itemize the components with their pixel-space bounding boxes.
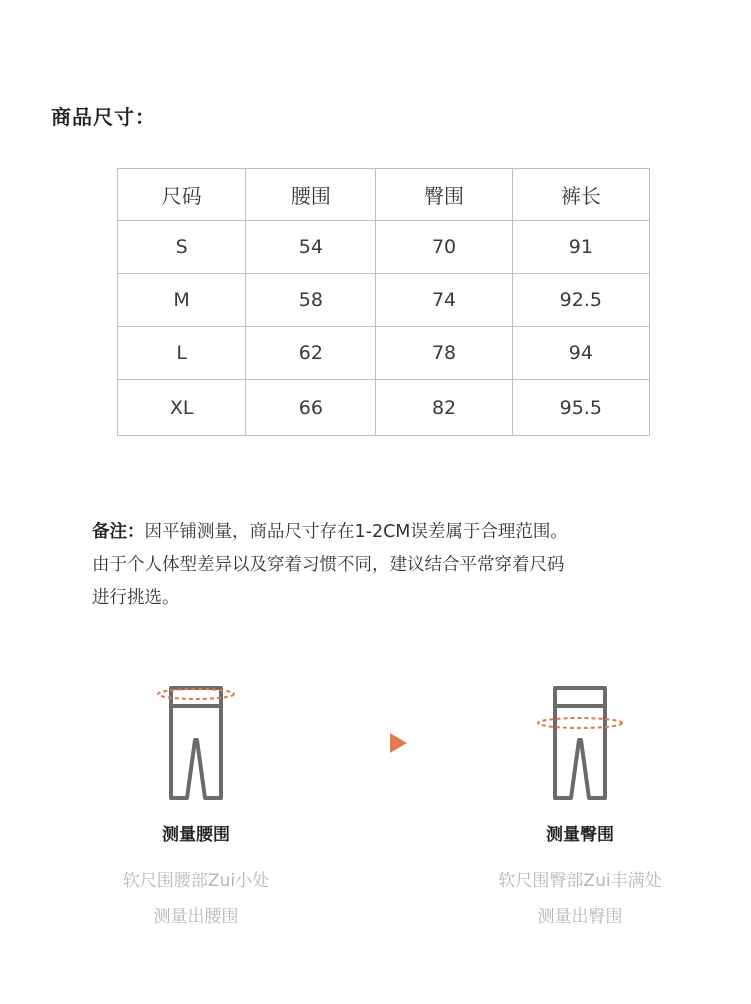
waist-measure-figure bbox=[96, 680, 296, 935]
cell-size: S bbox=[118, 221, 246, 274]
hip-desc bbox=[480, 863, 680, 935]
header-length: 裤长 bbox=[512, 169, 649, 221]
cell-length: 94 bbox=[512, 327, 649, 380]
cell-hip: 70 bbox=[376, 221, 512, 274]
cell-hip: 74 bbox=[376, 274, 512, 327]
cell-length: 92.5 bbox=[512, 274, 649, 327]
waist-desc bbox=[96, 863, 296, 935]
note-line-3: 进行挑选。 bbox=[92, 588, 180, 608]
waist-title: 测量腰围 bbox=[162, 825, 230, 845]
play-arrow-icon bbox=[390, 733, 408, 753]
cell-waist: 66 bbox=[246, 380, 376, 436]
header-hip: 臀围 bbox=[376, 169, 512, 221]
header-size: 尺码 bbox=[118, 169, 246, 221]
table-header-row bbox=[118, 169, 650, 221]
pants-hip-measure-icon bbox=[525, 680, 635, 810]
waist-desc-line-2: 测量出腰围 bbox=[153, 907, 239, 927]
hip-measure-figure bbox=[480, 680, 680, 935]
cell-waist: 58 bbox=[246, 274, 376, 327]
cell-size: L bbox=[118, 327, 246, 380]
cell-hip: 78 bbox=[376, 327, 512, 380]
size-table bbox=[117, 168, 650, 436]
note-line-2: 由于个人体型差异以及穿着习惯不同，建议结合平常穿着尺码 bbox=[92, 555, 565, 575]
cell-waist: 62 bbox=[246, 327, 376, 380]
cell-size: XL bbox=[118, 380, 246, 436]
pants-waist-measure-icon bbox=[141, 680, 251, 810]
table-row bbox=[118, 274, 650, 327]
cell-hip: 82 bbox=[376, 380, 512, 436]
hip-desc-line-2: 测量出臀围 bbox=[537, 907, 623, 927]
note-label: 备注： bbox=[92, 522, 145, 542]
hip-desc-line-1: 软尺围臀部Zui丰满处 bbox=[498, 871, 662, 891]
page-title: 商品尺寸： bbox=[51, 105, 156, 129]
note-block bbox=[92, 516, 692, 615]
cell-size: M bbox=[118, 274, 246, 327]
header-waist: 腰围 bbox=[246, 169, 376, 221]
table-row bbox=[118, 221, 650, 274]
table-row bbox=[118, 380, 650, 436]
cell-length: 95.5 bbox=[512, 380, 649, 436]
hip-title: 测量臀围 bbox=[546, 825, 614, 845]
note-line-1 bbox=[92, 516, 692, 549]
cell-waist: 54 bbox=[246, 221, 376, 274]
note-text-1: 因平铺测量，商品尺寸存在1-2CM误差属于合理范围。 bbox=[144, 522, 568, 542]
waist-desc-line-1: 软尺围腰部Zui小处 bbox=[122, 871, 270, 891]
cell-length: 91 bbox=[512, 221, 649, 274]
table-row bbox=[118, 327, 650, 380]
